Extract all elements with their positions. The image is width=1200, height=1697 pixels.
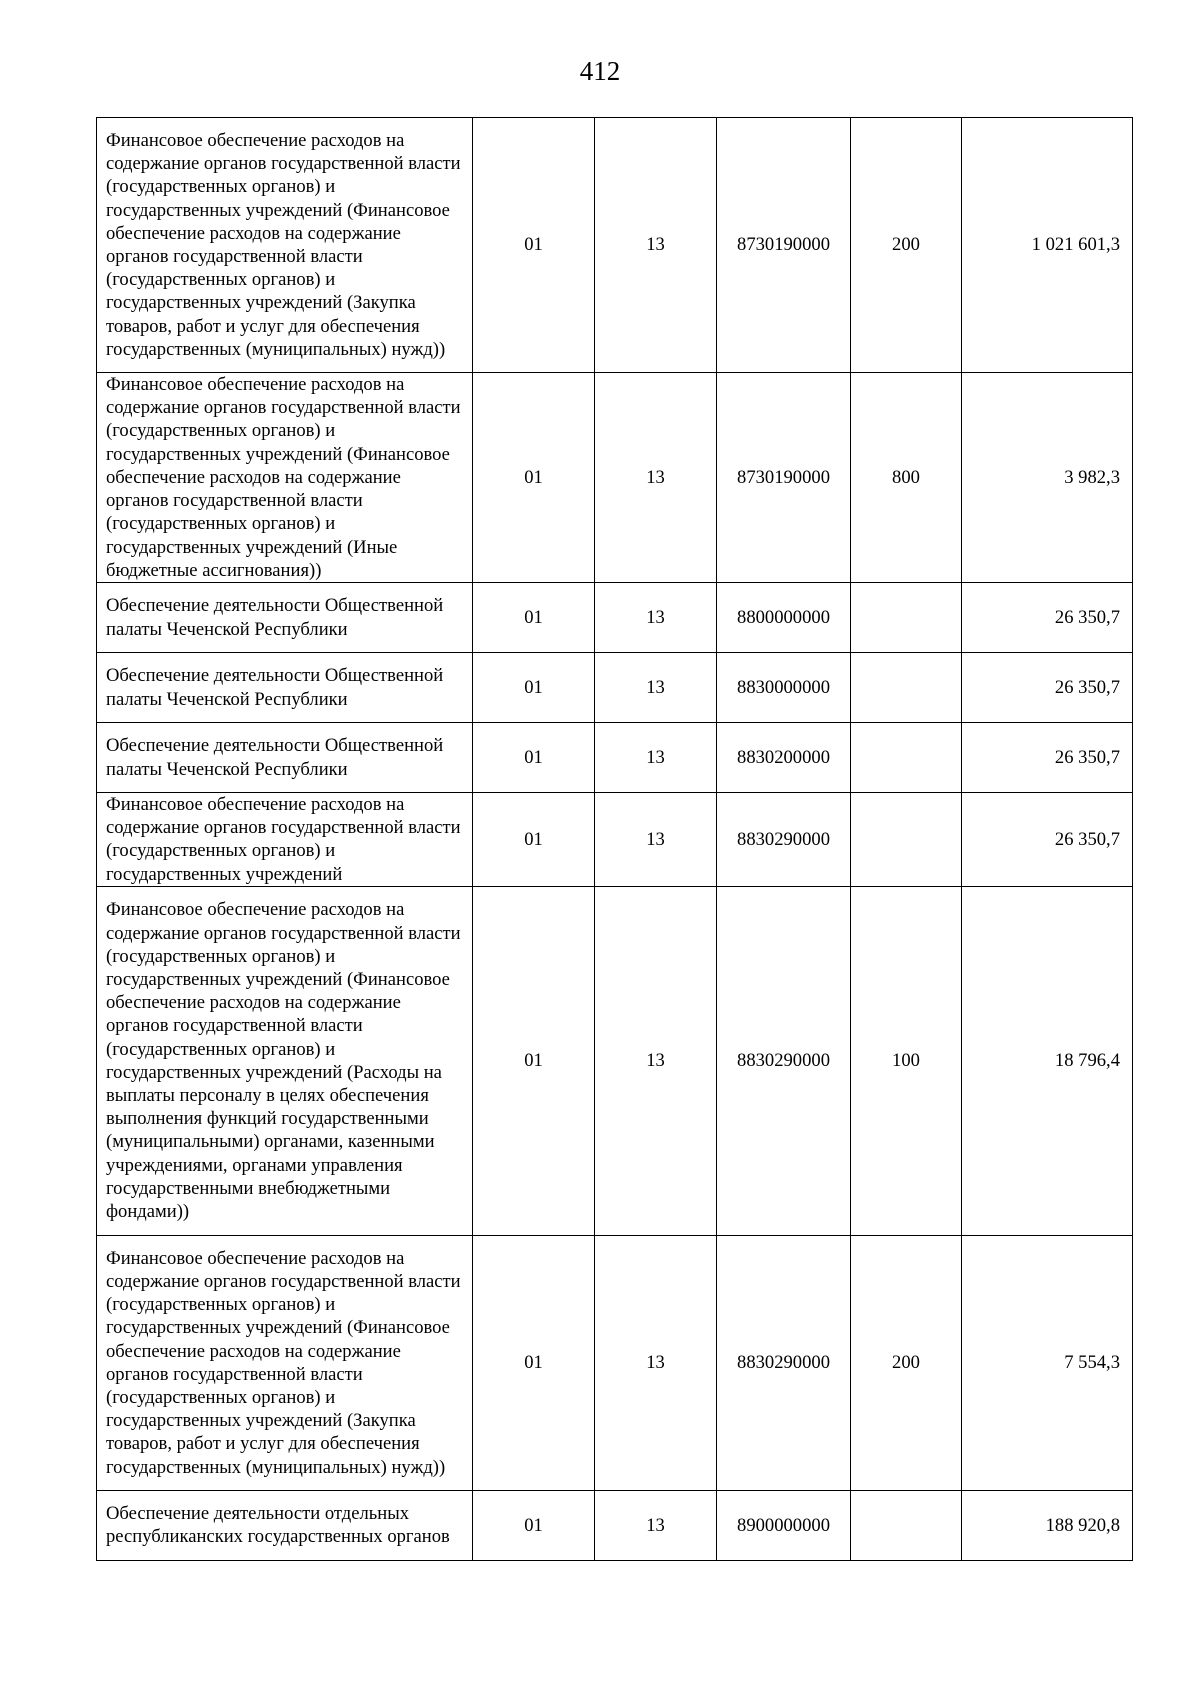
expense-type-cell: 100 [851,886,962,1235]
amount-cell: 3 982,3 [962,373,1133,583]
subsection-code-cell: 13 [595,653,717,723]
table-row [97,583,1133,653]
amount-cell: 26 350,7 [962,653,1133,723]
section-code-cell: 01 [473,653,595,723]
subsection-code-cell: 13 [595,886,717,1235]
target-article-cell: 8900000000 [717,1490,851,1560]
amount-cell: 18 796,4 [962,886,1133,1235]
page-number: 412 [579,56,621,86]
expense-type-cell: 200 [851,118,962,373]
expense-type-cell [851,723,962,793]
target-article-cell: 8830000000 [717,653,851,723]
table-row [97,1490,1133,1560]
table-row [97,886,1133,1235]
amount-cell: 188 920,8 [962,1490,1133,1560]
section-code-cell: 01 [473,723,595,793]
section-code-cell: 01 [473,1235,595,1490]
row-name-cell: Обеспечение деятельности Общественной палаты Чеченской Республики [97,583,473,653]
amount-cell: 7 554,3 [962,1235,1133,1490]
table-row [97,793,1133,887]
expense-type-cell: 800 [851,373,962,583]
section-code-cell: 01 [473,373,595,583]
row-name-cell: Финансовое обеспечение расходов на содержание органов государственной власти (государственных органов) и государственных учреждений (Финансовое обеспечение расходов на содержание органов государственной власти (государственных органов) и государственных учреждений (Иные бюджетные ассигнования)) [97,373,473,583]
target-article-cell: 8830290000 [717,1235,851,1490]
subsection-code-cell: 13 [595,793,717,887]
expense-type-cell [851,1490,962,1560]
subsection-code-cell: 13 [595,373,717,583]
expense-type-cell [851,583,962,653]
target-article-cell: 8830200000 [717,723,851,793]
row-name-cell: Финансовое обеспечение расходов на содержание органов государственной власти (государственных органов) и государственных учреждений (Финансовое обеспечение расходов на содержание органов государственной власти (государственных органов) и государственных учреждений (Закупка товаров, работ и услуг для обеспечения государственных (муниципальных) нужд)) [97,1235,473,1490]
amount-cell: 26 350,7 [962,793,1133,887]
expense-type-cell [851,793,962,887]
target-article-cell: 8730190000 [717,118,851,373]
subsection-code-cell: 13 [595,1490,717,1560]
row-name-cell: Финансовое обеспечение расходов на содержание органов государственной власти (государственных органов) и государственных учреждений (Финансовое обеспечение расходов на содержание органов государственной власти (государственных органов) и государственных учреждений (Закупка товаров, работ и услуг для обеспечения государственных (муниципальных) нужд)) [97,118,473,373]
target-article-cell: 8730190000 [717,373,851,583]
amount-cell: 1 021 601,3 [962,118,1133,373]
target-article-cell: 8830290000 [717,793,851,887]
table-row [97,373,1133,583]
row-name-cell: Финансовое обеспечение расходов на содержание органов государственной власти (государственных органов) и государственных учреждений [97,793,473,887]
row-name-cell: Обеспечение деятельности отдельных республиканских государственных органов [97,1490,473,1560]
subsection-code-cell: 13 [595,723,717,793]
section-code-cell: 01 [473,583,595,653]
section-code-cell: 01 [473,118,595,373]
table-row [97,653,1133,723]
table-row [97,723,1133,793]
subsection-code-cell: 13 [595,1235,717,1490]
target-article-cell: 8830290000 [717,886,851,1235]
row-name-cell: Обеспечение деятельности Общественной палаты Чеченской Республики [97,653,473,723]
target-article-cell: 8800000000 [717,583,851,653]
row-name-cell: Финансовое обеспечение расходов на содержание органов государственной власти (государственных органов) и государственных учреждений (Финансовое обеспечение расходов на содержание органов государственной власти (государственных органов) и государственных учреждений (Расходы на выплаты персоналу в целях обеспечения выполнения функций государственными (муниципальными) органами, казенными учреждениями, органами управления государственными внебюджетными фондами)) [97,886,473,1235]
budget-table [96,117,1133,1561]
table-row [97,1235,1133,1490]
row-name-cell: Обеспечение деятельности Общественной палаты Чеченской Республики [97,723,473,793]
amount-cell: 26 350,7 [962,583,1133,653]
expense-type-cell: 200 [851,1235,962,1490]
table-row [97,118,1133,373]
amount-cell: 26 350,7 [962,723,1133,793]
section-code-cell: 01 [473,793,595,887]
section-code-cell: 01 [473,1490,595,1560]
subsection-code-cell: 13 [595,118,717,373]
expense-type-cell [851,653,962,723]
section-code-cell: 01 [473,886,595,1235]
subsection-code-cell: 13 [595,583,717,653]
